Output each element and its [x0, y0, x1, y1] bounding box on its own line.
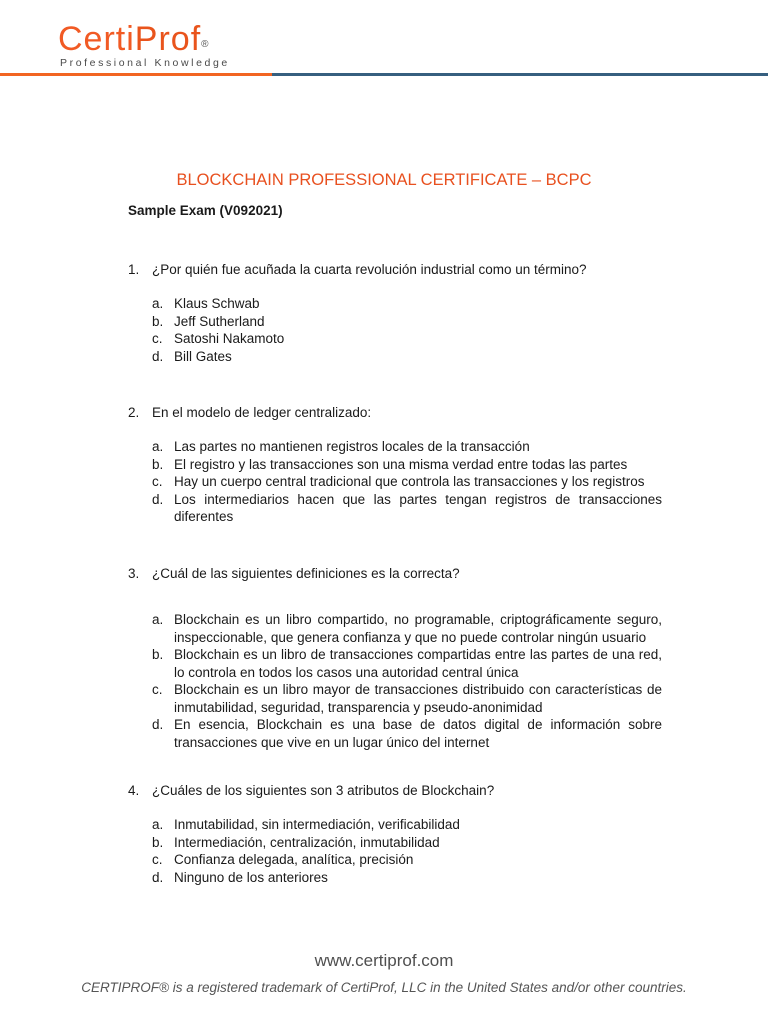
- option-text: Blockchain es un libro mayor de transacciones distribuido con características de inmutabilidad, seguridad, transparencia y pseudo-anonimidad: [174, 682, 662, 715]
- question-number: 1.: [128, 262, 140, 277]
- option-letter: a.: [152, 439, 164, 454]
- question-text: En el modelo de ledger centralizado:: [152, 405, 372, 420]
- option-letter: d.: [152, 717, 164, 732]
- option-d: [128, 716, 662, 751]
- option-text: Intermediación, centralización, inmutabilidad: [174, 834, 440, 850]
- option-letter: b.: [152, 834, 164, 850]
- option-letter: a.: [152, 817, 164, 832]
- question-number: 3.: [128, 566, 140, 581]
- option-b: [128, 646, 662, 681]
- header-rule-blue: [272, 73, 768, 76]
- question-number: 4.: [128, 783, 140, 798]
- question-text: ¿Cuáles de los siguientes son 3 atributos de Blockchain?: [152, 783, 495, 798]
- option-text: El registro y las transacciones son una misma verdad entre todas las partes: [174, 456, 628, 472]
- footer-website-link[interactable]: www.certiprof.com: [314, 951, 454, 970]
- option-text: Las partes no mantienen registros locales de la transacción: [174, 439, 530, 454]
- option-text: Klaus Schwab: [174, 296, 260, 311]
- option-letter: a.: [152, 296, 164, 311]
- option-text: Bill Gates: [174, 348, 232, 364]
- logo-text-prof: Prof: [134, 20, 202, 58]
- question-text: ¿Por quién fue acuñada la cuarta revolución industrial como un término?: [152, 262, 587, 277]
- option-letter: b.: [152, 456, 164, 472]
- option-text: Jeff Sutherland: [174, 313, 265, 329]
- document-title: BLOCKCHAIN PROFESSIONAL CERTIFICATE – BCPC: [176, 171, 592, 189]
- option-c: [128, 851, 662, 869]
- option-c: [128, 330, 662, 348]
- option-text: Ninguno de los anteriores: [174, 869, 328, 885]
- logo-text-certi: Certi: [58, 20, 135, 58]
- question-number: 2.: [128, 405, 140, 420]
- certiprof-logo: [58, 20, 230, 69]
- option-letter: d.: [152, 491, 164, 507]
- option-letter: d.: [152, 869, 164, 885]
- option-text: Blockchain es un libro de transacciones compartidas entre las partes de una red, lo controla en todos los casos una autoridad central única: [174, 647, 662, 680]
- question-text: ¿Cuál de las siguientes definiciones es la correcta?: [152, 566, 460, 581]
- option-letter: c.: [152, 852, 163, 867]
- option-letter: a.: [152, 612, 164, 627]
- header-rule-orange: [0, 73, 272, 76]
- option-text: Satoshi Nakamoto: [174, 331, 285, 346]
- option-text: Inmutabilidad, sin intermediación, verificabilidad: [174, 817, 460, 832]
- option-letter: b.: [152, 647, 164, 662]
- option-d: [128, 869, 662, 887]
- option-c: [128, 473, 662, 491]
- option-letter: c.: [152, 682, 163, 697]
- option-a: [128, 816, 662, 834]
- option-b: [128, 456, 662, 474]
- option-d: [128, 348, 662, 366]
- logo-registered-mark: ®: [201, 39, 210, 50]
- option-a: [128, 438, 662, 456]
- option-b: [128, 834, 662, 852]
- option-text: Hay un cuerpo central tradicional que controla las transacciones y los registros: [174, 474, 645, 489]
- option-a: [128, 295, 662, 313]
- option-letter: b.: [152, 313, 164, 329]
- option-a: [128, 611, 662, 646]
- document-subtitle: Sample Exam (V092021): [128, 203, 283, 218]
- option-text: Los intermediarios hacen que las partes tengan registros de transacciones diferentes: [174, 491, 662, 524]
- logo-tagline: Professional Knowledge: [60, 57, 230, 69]
- option-b: [128, 313, 662, 331]
- footer-trademark-notice: CERTIPROF® is a registered trademark of CertiProf, LLC in the United States and/or other countries.: [81, 980, 687, 995]
- option-text: Confianza delegada, analítica, precisión: [174, 852, 414, 867]
- option-c: [128, 681, 662, 716]
- option-text: En esencia, Blockchain es una base de datos digital de información sobre transacciones que vive en un lugar único del internet: [174, 717, 662, 750]
- option-letter: c.: [152, 331, 163, 346]
- option-d: [128, 491, 662, 526]
- option-letter: d.: [152, 348, 164, 364]
- option-letter: c.: [152, 474, 163, 489]
- logo-wordmark: [58, 20, 230, 58]
- option-text: Blockchain es un libro compartido, no programable, criptográficamente seguro, inspeccionable, que genera confianza y que no puede controlar ningún usuario: [174, 612, 662, 645]
